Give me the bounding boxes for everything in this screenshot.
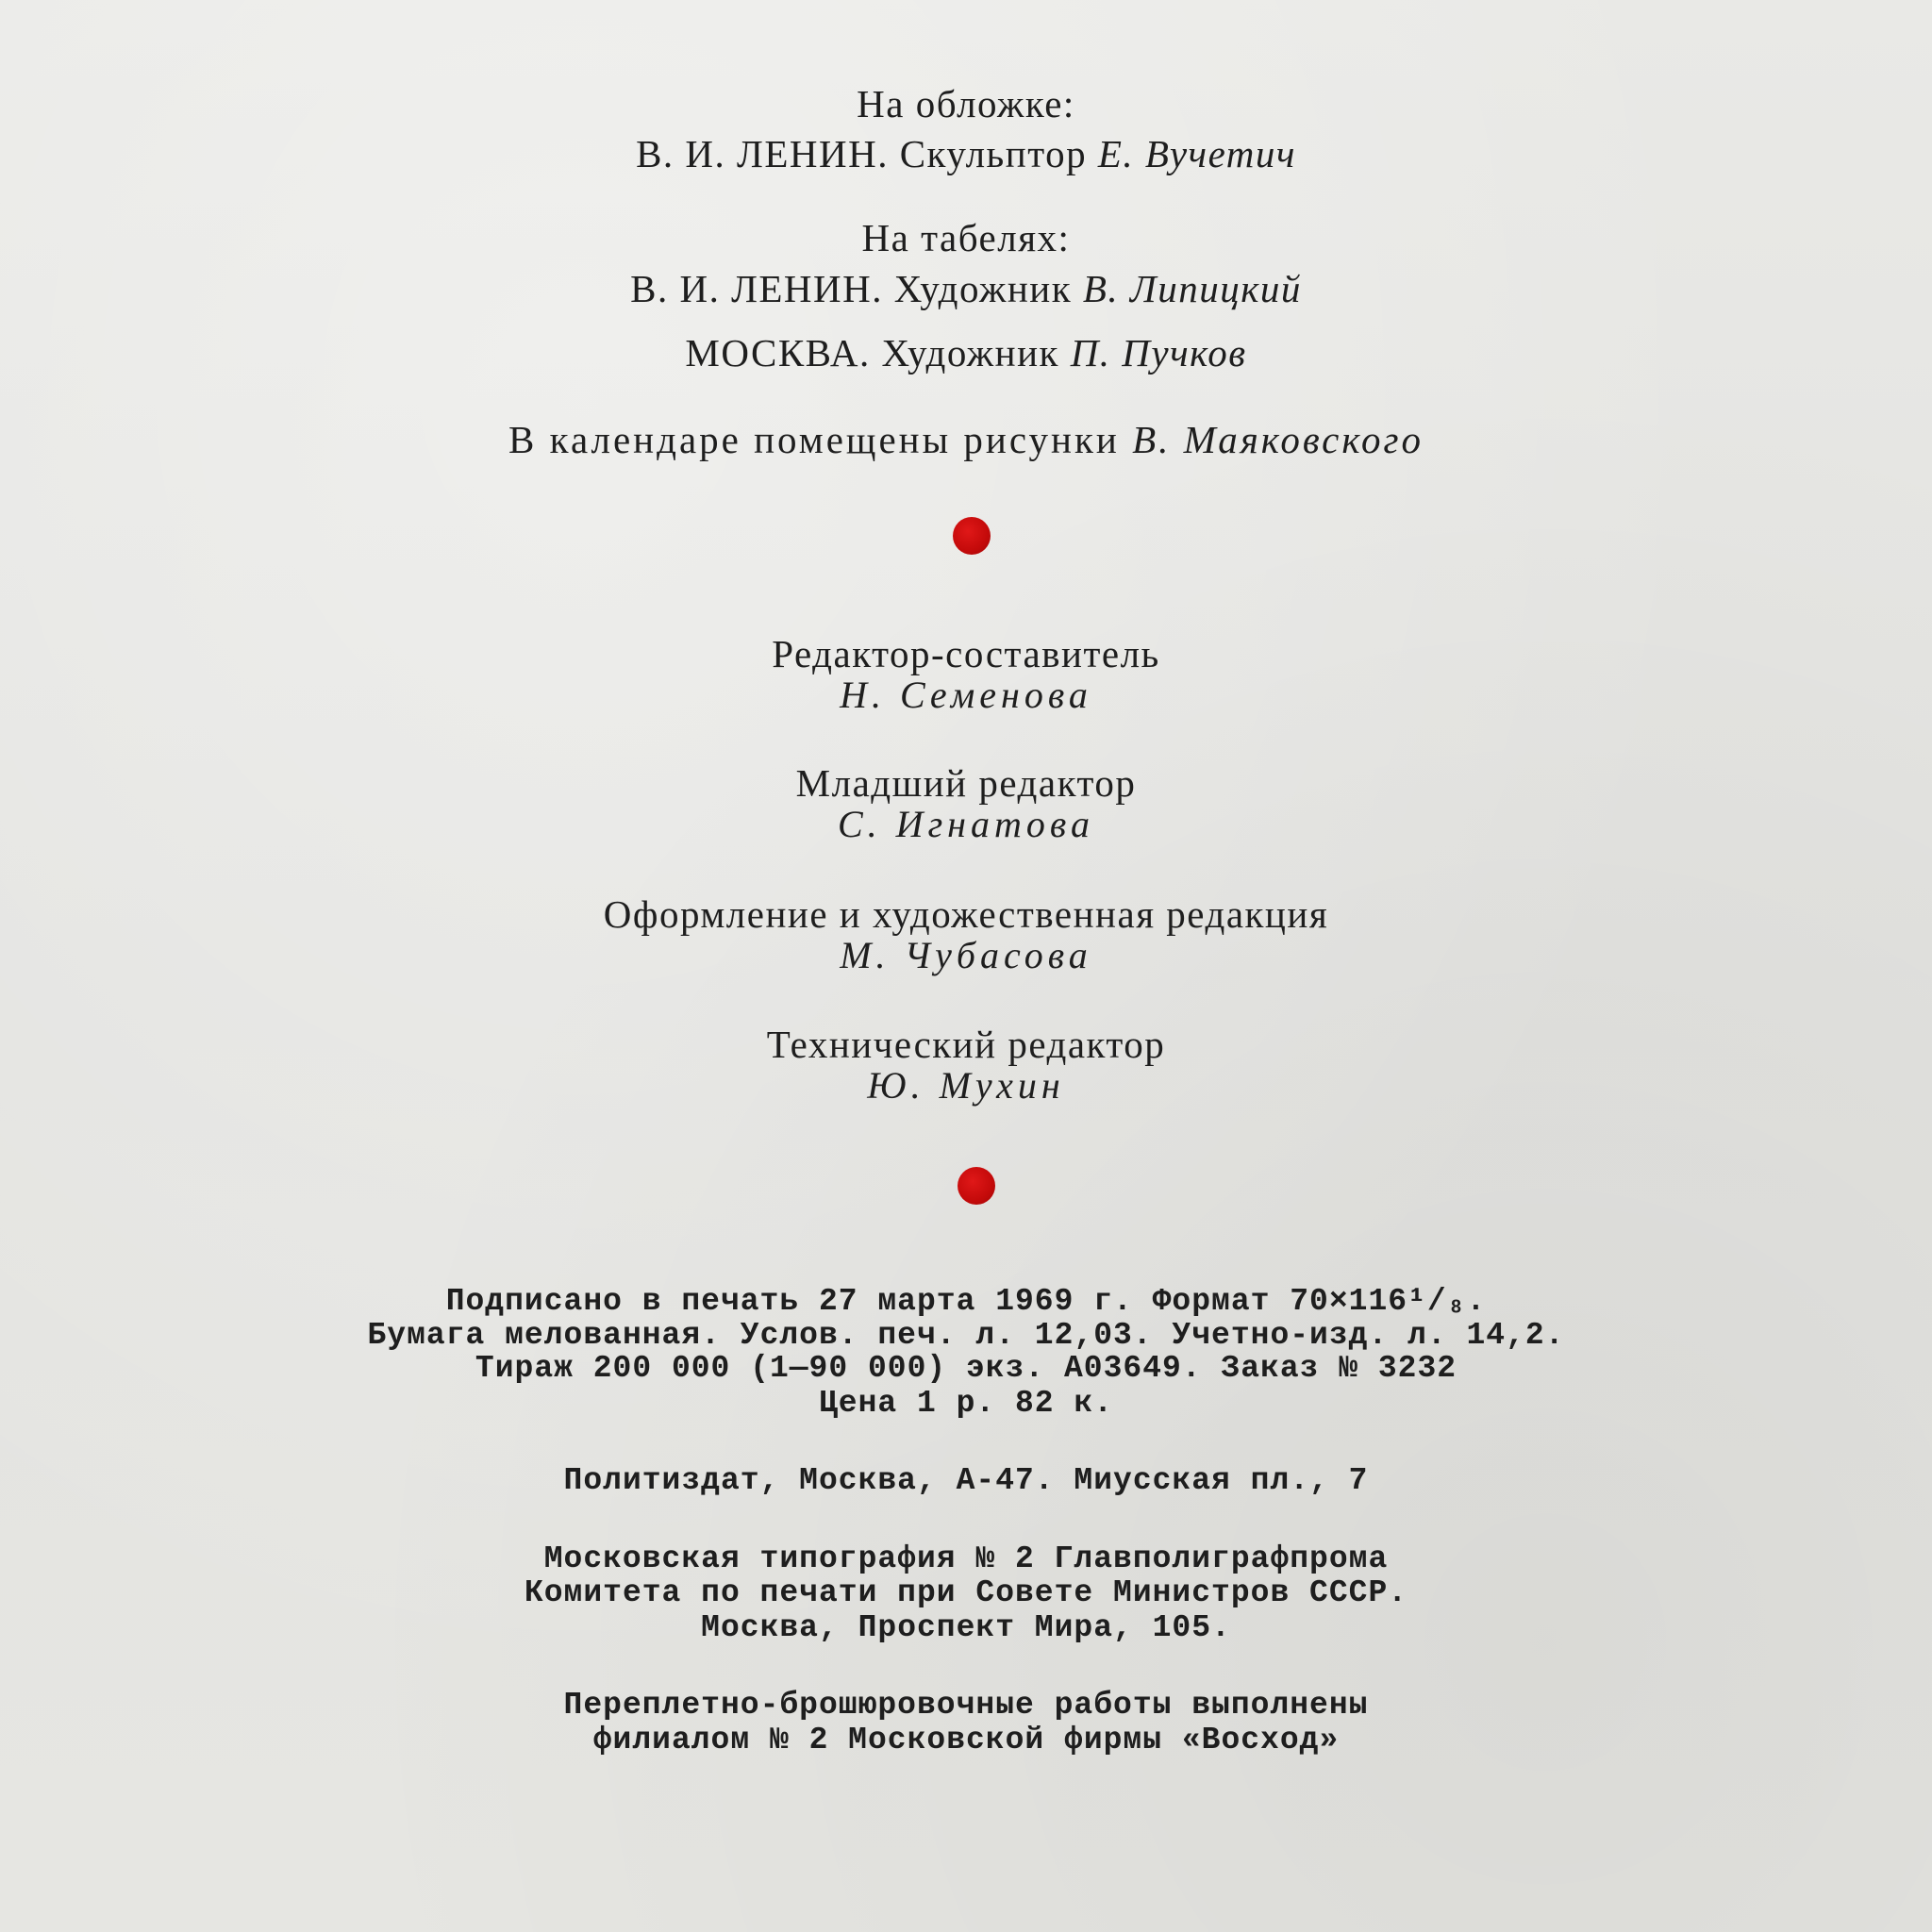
credit-role-2: Младший редактор bbox=[795, 761, 1137, 805]
tabels-author-1: В. Липицкий bbox=[1082, 267, 1302, 310]
binding-line-1: Переплетно-брошюровочные работы выполнены bbox=[563, 1688, 1369, 1723]
credit-role-4: Технический редактор bbox=[766, 1023, 1166, 1066]
red-dot-separator bbox=[958, 1167, 995, 1205]
printer-line-1: Московская типография № 2 Главполиграфпрома bbox=[543, 1541, 1389, 1576]
tabels-subject-2: МОСКВА. Художник bbox=[685, 331, 1059, 375]
binding-line-2: филиалом № 2 Московской фирмы «Восход» bbox=[592, 1723, 1340, 1757]
credit-name-4: Ю. Мухин bbox=[867, 1064, 1065, 1107]
tabels-author-2: П. Пучков bbox=[1070, 331, 1247, 375]
cover-author: Е. Вучетич bbox=[1097, 132, 1296, 175]
print-info-line-2: Бумага мелованная. Услов. печ. л. 12,03. Учетно-изд. л. 14,2. bbox=[367, 1318, 1565, 1353]
tabels-subject-1: В. И. ЛЕНИН. Художник bbox=[630, 267, 1073, 310]
tabels-heading: На табелях: bbox=[861, 216, 1071, 259]
credit-name-3: М. Чубасова bbox=[840, 934, 1092, 976]
cover-credit-line bbox=[0, 132, 1932, 175]
drawings-line bbox=[0, 418, 1932, 461]
tabels-credit-line-2 bbox=[0, 331, 1932, 375]
tabels-credit-line-1 bbox=[0, 267, 1932, 310]
drawings-author: В. Маяковского bbox=[1132, 418, 1424, 461]
cover-heading: На обложке: bbox=[857, 82, 1075, 125]
cover-subject: В. И. ЛЕНИН. Скульптор bbox=[636, 132, 1088, 175]
printer-line-2: Комитета по печати при Совете Министров СССР. bbox=[524, 1575, 1408, 1610]
printer-line-3: Москва, Проспект Мира, 105. bbox=[701, 1610, 1231, 1645]
price-line: Цена 1 р. 82 к. bbox=[818, 1386, 1114, 1421]
red-dot-separator bbox=[953, 517, 991, 555]
credit-role-3: Оформление и художественная редакция bbox=[603, 892, 1329, 936]
credit-name-1: Н. Семенова bbox=[840, 674, 1092, 716]
drawings-text: В календаре помещены рисунки bbox=[508, 418, 1120, 461]
credit-role-1: Редактор-составитель bbox=[772, 632, 1160, 675]
credit-name-2: С. Игнатова bbox=[838, 803, 1094, 845]
print-info-line-3: Тираж 200 000 (1—90 000) экз. А03649. Заказ № 3232 bbox=[475, 1351, 1457, 1386]
publisher-line: Политиздат, Москва, А-47. Миусская пл., 7 bbox=[563, 1463, 1369, 1498]
print-info-line-1: Подписано в печать 27 марта 1969 г. Формат 70×116¹/₈. bbox=[445, 1284, 1487, 1319]
